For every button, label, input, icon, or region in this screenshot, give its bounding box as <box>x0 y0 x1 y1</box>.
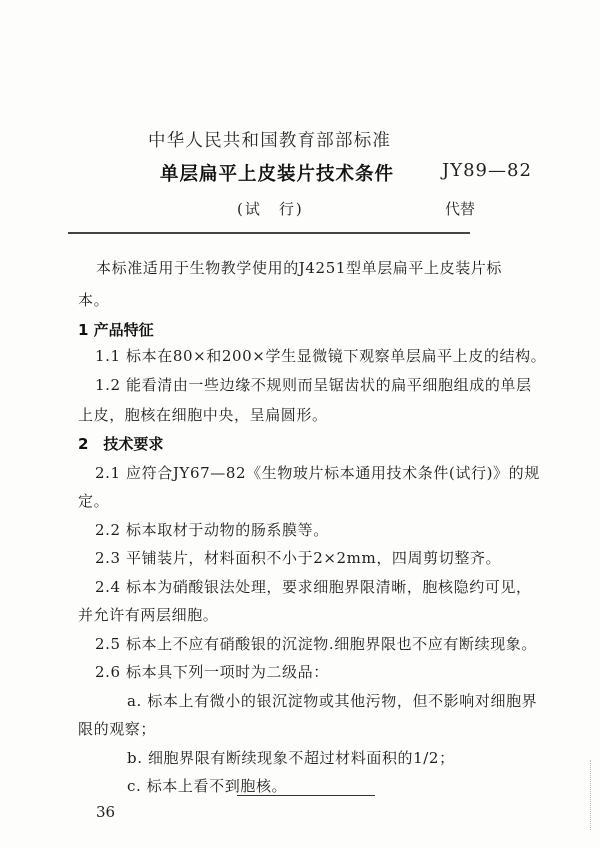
clause-2-6: 2.6 标本具下列一项时为二级品： <box>95 663 329 681</box>
replaces-label: 代替 <box>445 200 476 218</box>
clause-2-1-line2: 定。 <box>78 492 110 510</box>
clause-2-5: 2.5 标本上不应有硝酸银的沉淀物.细胞界限也不应有断续现象。 <box>95 635 537 653</box>
scan-edge-mark <box>590 760 592 830</box>
clause-2-3: 2.3 平铺装片，材料面积不小于2×2mm，四周剪切整齐。 <box>95 549 502 567</box>
header-divider <box>68 232 470 234</box>
clause-2-2: 2.2 标本取材于动物的肠系膜等。 <box>95 521 329 539</box>
clause-2-4-line1: 2.4 标本为硝酸银法处理，要求细胞界限清晰，胞核隐约可见， <box>95 578 532 596</box>
clause-1-2-line1: 1.2 能看清由一些边缘不规则而呈锯齿状的扁平细胞组成的单层 <box>95 376 532 394</box>
clause-2-6-c: c. 标本上看不到胞核。 <box>127 777 288 795</box>
clause-2-6-a-line2: 限的观察； <box>78 720 157 738</box>
clause-2-6-a-line1: a. 标本上有微小的银沉淀物或其他污物，但不影响对细胞界 <box>127 692 538 710</box>
page-number: 36 <box>96 803 116 821</box>
standard-code: JY89—82 <box>442 160 532 181</box>
clause-1-2-line2: 上皮，胞核在细胞中央，呈扁圆形。 <box>78 406 328 424</box>
clause-1-1: 1.1 标本在80×和200×学生显微镜下观察单层扁平上皮的结构。 <box>95 347 547 365</box>
trial-status: (试 行) <box>237 200 304 218</box>
clause-2-6-b: b. 细胞界限有断续现象不超过材料面积的1/2； <box>127 749 455 767</box>
end-of-text-rule <box>237 795 375 796</box>
clause-2-4-line2: 并允许有两层细胞。 <box>78 606 219 624</box>
clause-2-1-line1: 2.1 应符合JY67—82《生物玻片标本通用技术条件(试行)》的规 <box>95 464 540 482</box>
intro-paragraph-line2: 本。 <box>78 291 110 309</box>
issuing-organization: 中华人民共和国教育部部标准 <box>148 131 392 151</box>
section-2-heading: 2 技术要求 <box>78 435 164 453</box>
intro-paragraph-line1: 本标准适用于生物教学使用的J4251型单层扁平上皮装片标 <box>96 259 502 277</box>
document-title: 单层扁平上皮装片技术条件 <box>160 164 395 185</box>
section-1-heading: 1 产品特征 <box>78 321 154 339</box>
